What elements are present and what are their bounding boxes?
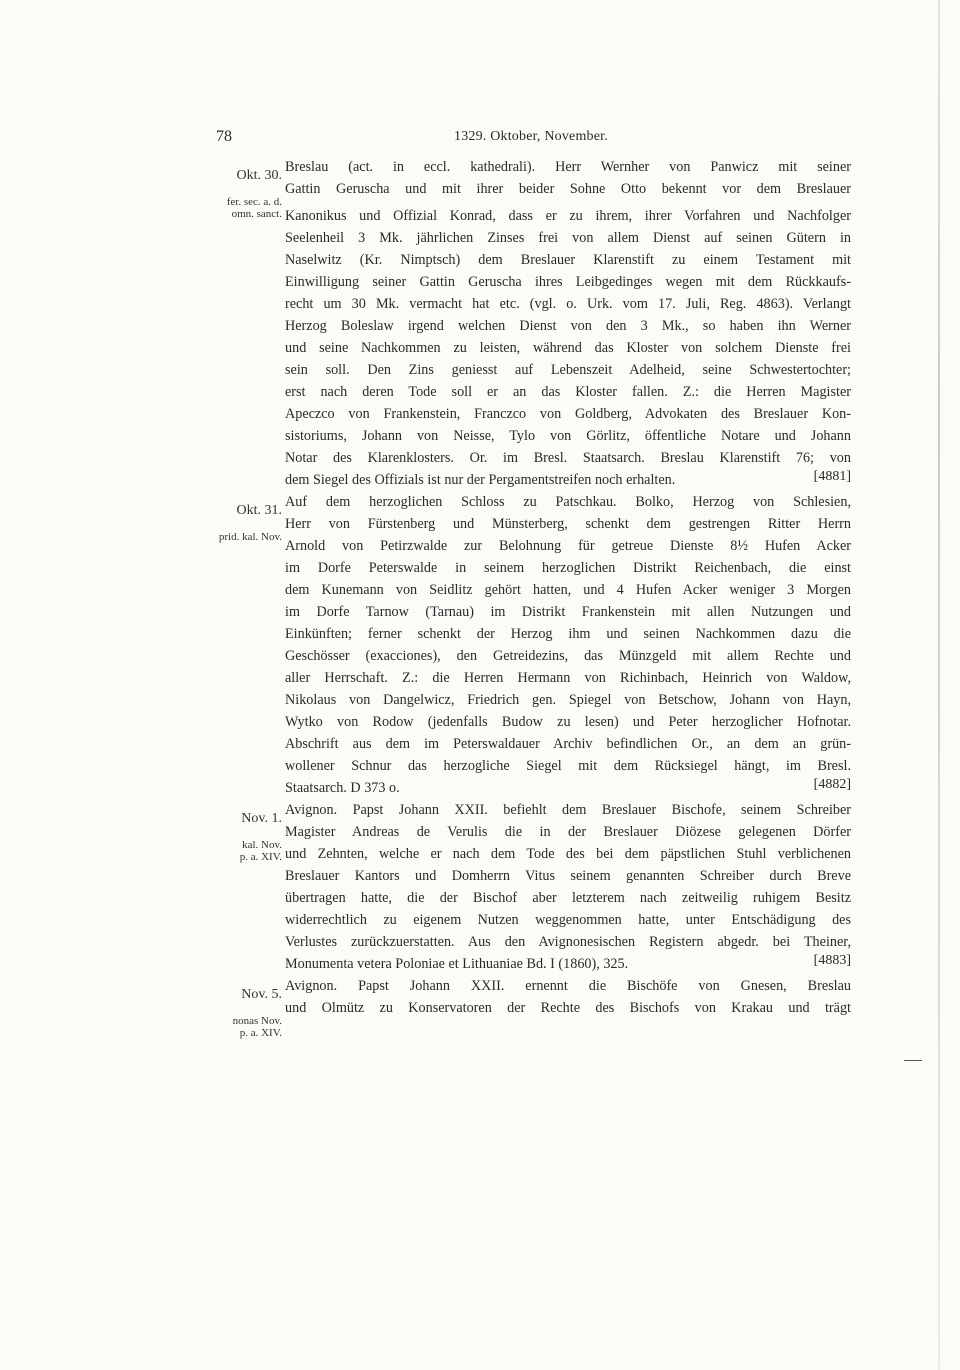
text-line: Herzog Boleslaw irgend welchen Dienst von den 3 Mk., so haben ihn Werner [285,318,851,334]
text-line: Nikolaus von Dangelwicz, Friedrich gen. Spiegel von Betschow, Johann von Hayn, [285,692,851,708]
margin-note: nonas Nov. p. a. XIV. [232,1015,282,1039]
text-line: Wytko von Rodow (jedenfalls Budow zu lesen) und Peter herzoglicher Hofnotar. [285,714,851,730]
text-line: Geschösser (exacciones), den Getreidezins, das Münzgeld mit allem Rechte und [285,648,851,664]
text-line: Kanonikus und Offizial Konrad, dass er zu ihrem, ihrer Vorfahren und Nachfolger [285,208,851,224]
margin-date-entry-1 [196,156,282,220]
text-line: Naselwitz (Kr. Nimptsch) dem Breslauer Klarenstift zu einem Testament mit [285,252,851,268]
page-number: 78 [216,128,232,145]
text-line: sein soll. Den Zins geniesst auf Lebenszeit Adelheid, seine Schwestertochter; [285,362,851,378]
margin-date: Nov. 1. [241,811,282,826]
margin-date-entry-3 [196,799,282,863]
text-line: Einkünften; ferner schenkt der Herzog ihm und seinen Nachkommen dazu die [285,626,851,642]
text-line: dem Kunemann von Seidlitz gehört hatten, und 4 Hufen Acker weniger 3 Morgen [285,582,851,598]
text-line: Einwilligung seiner Gattin Geruscha ihres Leibgedinges wegen mit dem Rückkaufs- [285,274,851,290]
text-line: Abschrift aus dem im Peterswaldauer Archiv befindlichen Or., an dem an grün- [285,736,851,752]
margin-note: prid. kal. Nov. [218,531,282,543]
margin-date: Nov. 5. [241,987,282,1002]
text-line: Notar des Klarenklosters. Or. im Bresl. Staatsarch. Breslau Klarenstift 76; von [285,450,851,466]
register-number: [4883] [813,953,851,968]
register-number: [4881] [813,469,851,484]
text-line: Monumenta vetera Poloniae et Lithuaniae Bd. I (1860), 325. [285,956,629,972]
text-line: im Dorfe Tarnow (Tarnau) im Distrikt Frankenstein mit allen Nutzungen und [285,604,851,620]
text-line: Breslauer Kantors und Domherrn Vitus seinem genannten Schreiber durch Breve [285,868,851,884]
text-line: Verlustes zurückzuerstatten. Aus den Avignonesischen Registern abgedr. bei Theiner, [285,934,851,950]
text-line: und seine Nachkommen zu leisten, während das Kloster von solchem Dienste frei [285,340,851,356]
text-line: recht um 30 Mk. vermacht hat etc. (vgl. o. Urk. vom 17. Juli, Reg. 4863). Verlangt [285,296,851,312]
margin-date-entry-4 [196,975,282,1039]
text-line: im Dorfe Peterswalde in seinem herzoglichen Distrikt Reichenbach, die einst [285,560,851,576]
margin-note: fer. sec. a. d. omn. sanct. [226,196,282,220]
text-line: übertragen hatte, die der Bischof aber letzterem nach zeitweilig ruhigem Besitz [285,890,851,906]
text-line: Avignon. Papst Johann XXII. befiehlt dem Breslauer Bischofe, seinem Schreiber [285,802,851,818]
text-line: aller Herrschaft. Z.: die Herren Hermann von Richinbach, Heinrich von Waldow, [285,670,851,686]
text-line: Auf dem herzoglichen Schloss zu Patschkau. Bolko, Herzog von Schlesien, [285,494,851,510]
text-line: und Olmütz zu Konservatoren der Rechte des Bischofs von Krakau und trägt [285,1000,851,1016]
margin-date-entry-2 [196,491,282,543]
text-line: Seelenheil 3 Mk. jährlichen Zinses frei von allem Dienst auf seinen Gütern in [285,230,851,246]
register-number: [4882] [813,777,851,792]
text-line: Arnold von Petirzwalde zur Belohnung für getreue Dienste 8½ Hufen Acker [285,538,851,554]
text-line: Apeczco von Frankenstein, Franczco von Goldberg, Advokaten des Breslauer Kon- [285,406,851,422]
text-line: Staatsarch. D 373 o. [285,780,400,796]
text-line: Breslau (act. in eccl. kathedrali). Herr Wernher von Panwicz mit seiner [285,159,851,175]
text-line: und Zehnten, welche er nach dem Tode des bei dem päpstlichen Stuhl verblichenen [285,846,851,862]
text-line: Herr von Fürstenberg und Münsterberg, schenkt dem gestrengen Ritter Herrn [285,516,851,532]
text-line: Avignon. Papst Johann XXII. ernennt die Bischöfe von Gnesen, Breslau [285,978,851,994]
running-head: 1329. Oktober, November. [454,129,608,144]
text-line: sistoriums, Johann von Neisse, Tylo von Görlitz, öffentliche Notare und Johann [285,428,851,444]
text-line: erst nach deren Tode soll er an das Kloster fallen. Z.: die Herren Magister [285,384,851,400]
margin-date: Okt. 31. [236,503,282,518]
scan-edge [938,0,940,1370]
text-line: wollener Schnur das herzogliche Siegel mit dem Rücksiegel hängt, im Bresl. [285,758,851,774]
scan-mark [904,1060,922,1061]
text-line: dem Siegel des Offizials ist nur der Pergamentstreifen noch erhalten. [285,472,676,488]
text-line: Gattin Geruscha und mit ihrer beider Sohne Otto bekennt vor dem Breslauer [285,181,851,197]
margin-date: Okt. 30. [236,168,282,183]
margin-note: kal. Nov. p. a. XIV. [239,839,282,863]
text-line: widerrechtlich zu eigenem Nutzen weggenommen hatte, unter Entschädigung des [285,912,851,928]
text-line: Magister Andreas de Verulis die in der Breslauer Diözese gelegenen Dörfer [285,824,851,840]
